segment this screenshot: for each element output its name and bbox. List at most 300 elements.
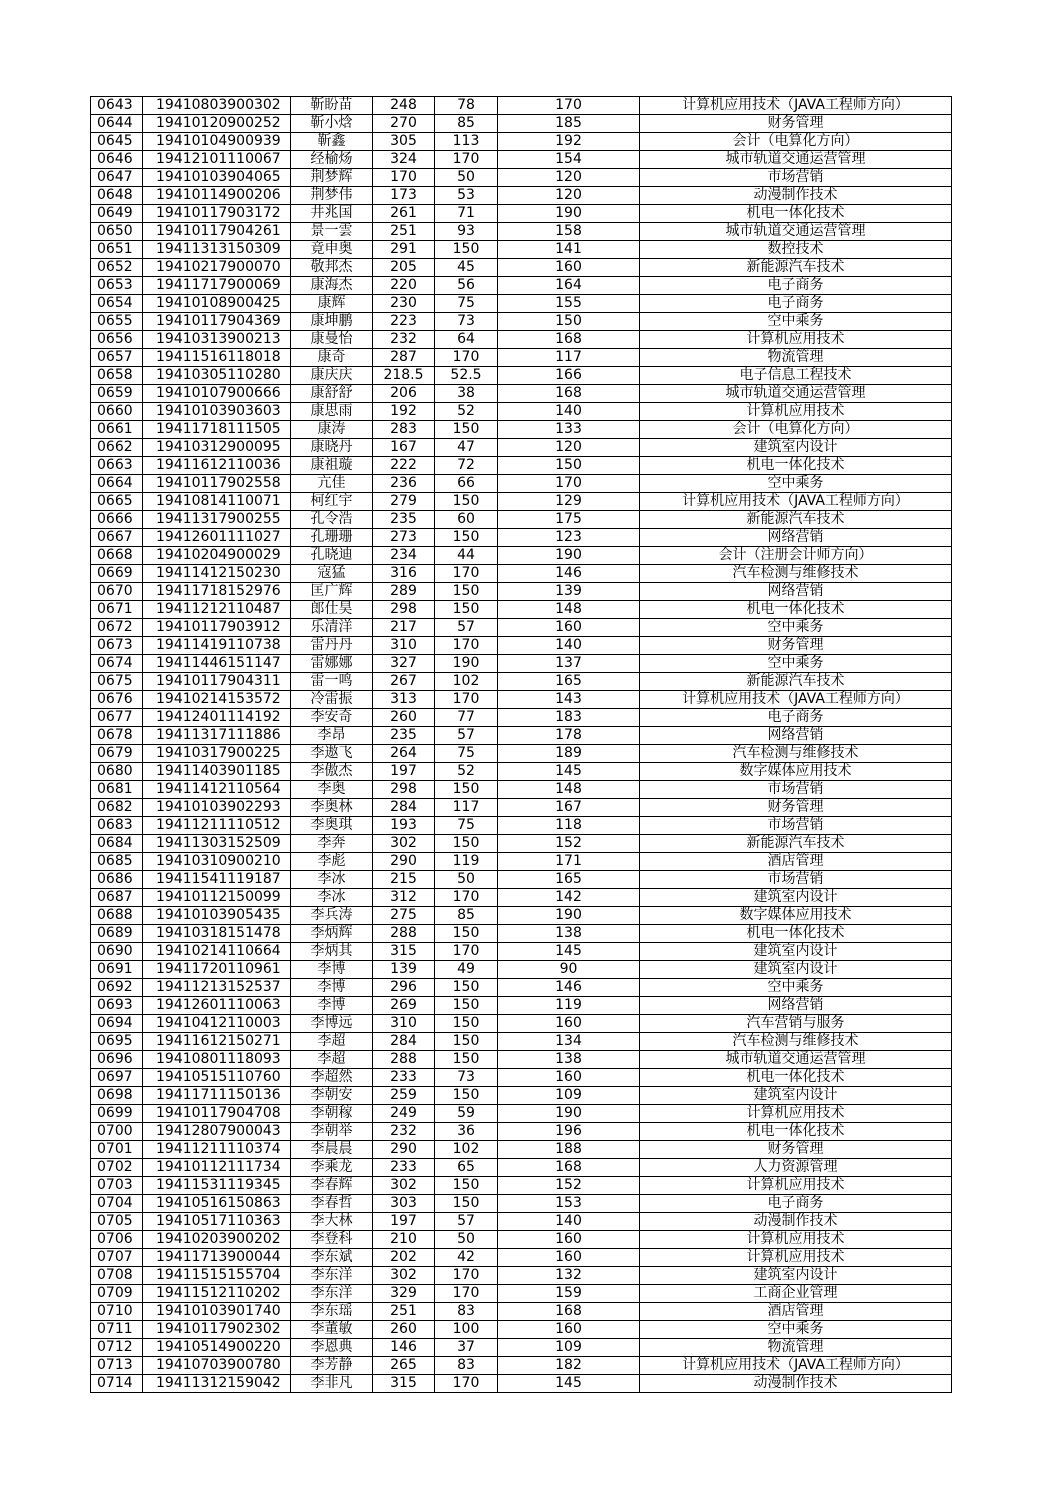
exam-id-cell: 19410217900070 [143, 259, 291, 277]
table-row [91, 709, 952, 727]
exam-id-cell: 19411211110374 [143, 1141, 291, 1159]
total-score-cell: 287 [373, 349, 435, 367]
exam-id-cell: 19410114900206 [143, 187, 291, 205]
score-a-cell: 170 [435, 889, 498, 907]
score-b-cell: 137 [498, 655, 640, 673]
exam-id-cell: 19411317111886 [143, 727, 291, 745]
major-cell: 计算机应用技术 [640, 1177, 952, 1195]
major-cell: 空中乘务 [640, 1321, 952, 1339]
exam-id-cell: 19411516118018 [143, 349, 291, 367]
score-a-cell: 38 [435, 385, 498, 403]
total-score-cell: 279 [373, 493, 435, 511]
score-b-cell: 90 [498, 961, 640, 979]
student-name-cell: 李春哲 [291, 1195, 373, 1213]
student-name-cell: 李博 [291, 997, 373, 1015]
score-b-cell: 171 [498, 853, 640, 871]
score-b-cell: 160 [498, 259, 640, 277]
major-cell: 计算机应用技术（JAVA工程师方向） [640, 1357, 952, 1375]
major-cell: 建筑室内设计 [640, 1267, 952, 1285]
serial-number-cell: 0674 [91, 655, 143, 673]
serial-number-cell: 0668 [91, 547, 143, 565]
total-score-cell: 284 [373, 1033, 435, 1051]
major-cell: 网络营销 [640, 997, 952, 1015]
serial-number-cell: 0701 [91, 1141, 143, 1159]
table-row [91, 1213, 952, 1231]
score-a-cell: 150 [435, 997, 498, 1015]
score-b-cell: 132 [498, 1267, 640, 1285]
student-name-cell: 李超 [291, 1051, 373, 1069]
score-a-cell: 170 [435, 151, 498, 169]
score-b-cell: 160 [498, 1231, 640, 1249]
table-row [91, 1015, 952, 1033]
score-b-cell: 109 [498, 1087, 640, 1105]
exam-id-cell: 19411313150309 [143, 241, 291, 259]
score-a-cell: 170 [435, 565, 498, 583]
student-name-cell: 李博远 [291, 1015, 373, 1033]
score-b-cell: 152 [498, 835, 640, 853]
exam-id-cell: 19410117902558 [143, 475, 291, 493]
major-cell: 计算机应用技术（JAVA工程师方向） [640, 97, 952, 115]
score-b-cell: 168 [498, 331, 640, 349]
major-cell: 动漫制作技术 [640, 1375, 952, 1393]
score-b-cell: 123 [498, 529, 640, 547]
exam-id-cell: 19410313900213 [143, 331, 291, 349]
score-a-cell: 150 [435, 241, 498, 259]
score-a-cell: 50 [435, 1231, 498, 1249]
serial-number-cell: 0650 [91, 223, 143, 241]
table-row [91, 763, 952, 781]
major-cell: 酒店管理 [640, 853, 952, 871]
major-cell: 建筑室内设计 [640, 439, 952, 457]
total-score-cell: 298 [373, 781, 435, 799]
table-row [91, 853, 952, 871]
score-a-cell: 52 [435, 763, 498, 781]
student-name-cell: 李乘龙 [291, 1159, 373, 1177]
exam-id-cell: 19410103905435 [143, 907, 291, 925]
exam-id-cell: 19411717900069 [143, 277, 291, 295]
score-a-cell: 57 [435, 619, 498, 637]
total-score-cell: 197 [373, 763, 435, 781]
serial-number-cell: 0677 [91, 709, 143, 727]
score-a-cell: 71 [435, 205, 498, 223]
serial-number-cell: 0710 [91, 1303, 143, 1321]
table-row [91, 1357, 952, 1375]
total-score-cell: 329 [373, 1285, 435, 1303]
score-a-cell: 100 [435, 1321, 498, 1339]
table-row [91, 439, 952, 457]
serial-number-cell: 0648 [91, 187, 143, 205]
student-name-cell: 冷雷振 [291, 691, 373, 709]
table-row [91, 601, 952, 619]
serial-number-cell: 0693 [91, 997, 143, 1015]
score-a-cell: 52.5 [435, 367, 498, 385]
total-score-cell: 249 [373, 1105, 435, 1123]
total-score-cell: 234 [373, 547, 435, 565]
score-a-cell: 85 [435, 907, 498, 925]
score-b-cell: 145 [498, 1375, 640, 1393]
score-b-cell: 154 [498, 151, 640, 169]
table-row [91, 1123, 952, 1141]
student-name-cell: 乐清洋 [291, 619, 373, 637]
exam-id-cell: 19411213152537 [143, 979, 291, 997]
score-b-cell: 148 [498, 781, 640, 799]
exam-id-cell: 19410117904708 [143, 1105, 291, 1123]
serial-number-cell: 0699 [91, 1105, 143, 1123]
total-score-cell: 316 [373, 565, 435, 583]
table-row [91, 1069, 952, 1087]
major-cell: 数控技术 [640, 241, 952, 259]
total-score-cell: 223 [373, 313, 435, 331]
score-a-cell: 170 [435, 349, 498, 367]
total-score-cell: 251 [373, 1303, 435, 1321]
student-name-cell: 李博 [291, 979, 373, 997]
student-name-cell: 李大林 [291, 1213, 373, 1231]
serial-number-cell: 0689 [91, 925, 143, 943]
major-cell: 计算机应用技术 [640, 1231, 952, 1249]
serial-number-cell: 0675 [91, 673, 143, 691]
score-a-cell: 150 [435, 835, 498, 853]
exam-id-cell: 19410305110280 [143, 367, 291, 385]
serial-number-cell: 0651 [91, 241, 143, 259]
major-cell: 建筑室内设计 [640, 943, 952, 961]
table-row [91, 745, 952, 763]
table-row [91, 1267, 952, 1285]
score-a-cell: 64 [435, 331, 498, 349]
student-name-cell: 荆梦伟 [291, 187, 373, 205]
student-name-cell: 康辉 [291, 295, 373, 313]
total-score-cell: 298 [373, 601, 435, 619]
total-score-cell: 193 [373, 817, 435, 835]
exam-id-cell: 19410203900202 [143, 1231, 291, 1249]
score-a-cell: 150 [435, 493, 498, 511]
student-name-cell: 康舒舒 [291, 385, 373, 403]
score-a-cell: 73 [435, 1069, 498, 1087]
exam-id-cell: 19410117904261 [143, 223, 291, 241]
major-cell: 电子商务 [640, 295, 952, 313]
exam-id-cell: 19410317900225 [143, 745, 291, 763]
serial-number-cell: 0667 [91, 529, 143, 547]
score-a-cell: 85 [435, 115, 498, 133]
score-b-cell: 155 [498, 295, 640, 313]
serial-number-cell: 0711 [91, 1321, 143, 1339]
total-score-cell: 315 [373, 1375, 435, 1393]
student-name-cell: 李冰 [291, 889, 373, 907]
total-score-cell: 312 [373, 889, 435, 907]
score-b-cell: 109 [498, 1339, 640, 1357]
score-b-cell: 139 [498, 583, 640, 601]
serial-number-cell: 0670 [91, 583, 143, 601]
exam-id-cell: 19410108900425 [143, 295, 291, 313]
total-score-cell: 173 [373, 187, 435, 205]
table-row [91, 457, 952, 475]
major-cell: 会计（电算化方向） [640, 421, 952, 439]
serial-number-cell: 0646 [91, 151, 143, 169]
major-cell: 空中乘务 [640, 979, 952, 997]
total-score-cell: 260 [373, 1321, 435, 1339]
exam-id-cell: 19412601110063 [143, 997, 291, 1015]
table-row [91, 637, 952, 655]
total-score-cell: 233 [373, 1159, 435, 1177]
table-row [91, 907, 952, 925]
total-score-cell: 210 [373, 1231, 435, 1249]
score-b-cell: 160 [498, 619, 640, 637]
serial-number-cell: 0664 [91, 475, 143, 493]
major-cell: 数字媒体应用技术 [640, 763, 952, 781]
major-cell: 财务管理 [640, 1141, 952, 1159]
major-cell: 会计（电算化方向） [640, 133, 952, 151]
total-score-cell: 220 [373, 277, 435, 295]
student-name-cell: 康祖璇 [291, 457, 373, 475]
table-row [91, 529, 952, 547]
score-b-cell: 143 [498, 691, 640, 709]
serial-number-cell: 0684 [91, 835, 143, 853]
exam-id-cell: 19410117902302 [143, 1321, 291, 1339]
score-a-cell: 113 [435, 133, 498, 151]
table-row [91, 1339, 952, 1357]
table-row [91, 97, 952, 115]
serial-number-cell: 0666 [91, 511, 143, 529]
exam-id-cell: 19411541119187 [143, 871, 291, 889]
serial-number-cell: 0649 [91, 205, 143, 223]
exam-id-cell: 19410214110664 [143, 943, 291, 961]
exam-id-cell: 19412807900043 [143, 1123, 291, 1141]
table-row [91, 241, 952, 259]
student-name-cell: 靳小焓 [291, 115, 373, 133]
student-name-cell: 康坤鹏 [291, 313, 373, 331]
major-cell: 机电一体化技术 [640, 457, 952, 475]
student-name-cell: 李东洋 [291, 1267, 373, 1285]
serial-number-cell: 0655 [91, 313, 143, 331]
total-score-cell: 261 [373, 205, 435, 223]
exam-id-cell: 19411403901185 [143, 763, 291, 781]
student-name-cell: 康思雨 [291, 403, 373, 421]
exam-id-cell: 19411612150271 [143, 1033, 291, 1051]
score-a-cell: 119 [435, 853, 498, 871]
exam-id-cell: 19411419110738 [143, 637, 291, 655]
student-name-cell: 康奇 [291, 349, 373, 367]
total-score-cell: 302 [373, 1177, 435, 1195]
serial-number-cell: 0706 [91, 1231, 143, 1249]
exam-id-cell: 19410814110071 [143, 493, 291, 511]
score-b-cell: 141 [498, 241, 640, 259]
exam-id-cell: 19411720110961 [143, 961, 291, 979]
exam-id-cell: 19410204900029 [143, 547, 291, 565]
student-name-cell: 李春辉 [291, 1177, 373, 1195]
table-row [91, 169, 952, 187]
table-row [91, 583, 952, 601]
table-row [91, 205, 952, 223]
score-a-cell: 150 [435, 1087, 498, 1105]
total-score-cell: 264 [373, 745, 435, 763]
score-a-cell: 52 [435, 403, 498, 421]
serial-number-cell: 0704 [91, 1195, 143, 1213]
major-cell: 电子商务 [640, 709, 952, 727]
major-cell: 汽车营销与服务 [640, 1015, 952, 1033]
score-b-cell: 129 [498, 493, 640, 511]
major-cell: 会计（注册会计师方向） [640, 547, 952, 565]
student-name-cell: 李东洋 [291, 1285, 373, 1303]
serial-number-cell: 0708 [91, 1267, 143, 1285]
major-cell: 新能源汽车技术 [640, 511, 952, 529]
score-a-cell: 150 [435, 1033, 498, 1051]
exam-id-cell: 19411718111505 [143, 421, 291, 439]
total-score-cell: 218.5 [373, 367, 435, 385]
table-row [91, 1231, 952, 1249]
score-b-cell: 152 [498, 1177, 640, 1195]
score-b-cell: 138 [498, 1051, 640, 1069]
serial-number-cell: 0703 [91, 1177, 143, 1195]
table-row [91, 1285, 952, 1303]
serial-number-cell: 0678 [91, 727, 143, 745]
major-cell: 网络营销 [640, 583, 952, 601]
student-name-cell: 李超然 [291, 1069, 373, 1087]
student-name-cell: 李昂 [291, 727, 373, 745]
exam-id-cell: 19410801118093 [143, 1051, 291, 1069]
total-score-cell: 296 [373, 979, 435, 997]
total-score-cell: 170 [373, 169, 435, 187]
major-cell: 物流管理 [640, 1339, 952, 1357]
score-a-cell: 102 [435, 673, 498, 691]
major-cell: 市场营销 [640, 781, 952, 799]
exam-id-cell: 19411718152976 [143, 583, 291, 601]
student-name-cell: 李芳静 [291, 1357, 373, 1375]
total-score-cell: 288 [373, 1051, 435, 1069]
major-cell: 计算机应用技术 [640, 1105, 952, 1123]
exam-id-cell: 19410107900666 [143, 385, 291, 403]
exam-id-cell: 19411446151147 [143, 655, 291, 673]
total-score-cell: 270 [373, 115, 435, 133]
score-a-cell: 75 [435, 745, 498, 763]
major-cell: 新能源汽车技术 [640, 835, 952, 853]
table-row [91, 1249, 952, 1267]
score-a-cell: 150 [435, 529, 498, 547]
table-row [91, 115, 952, 133]
table-row [91, 151, 952, 169]
student-name-cell: 李炳其 [291, 943, 373, 961]
student-name-cell: 靳盼苗 [291, 97, 373, 115]
major-cell: 财务管理 [640, 799, 952, 817]
serial-number-cell: 0676 [91, 691, 143, 709]
serial-number-cell: 0660 [91, 403, 143, 421]
score-a-cell: 150 [435, 1051, 498, 1069]
student-name-cell: 李炳辉 [291, 925, 373, 943]
exam-id-cell: 19410103903603 [143, 403, 291, 421]
exam-id-cell: 19410112111734 [143, 1159, 291, 1177]
exam-id-cell: 19411515155704 [143, 1267, 291, 1285]
table-row [91, 259, 952, 277]
total-score-cell: 217 [373, 619, 435, 637]
score-a-cell: 77 [435, 709, 498, 727]
serial-number-cell: 0694 [91, 1015, 143, 1033]
exam-id-cell: 19410703900780 [143, 1357, 291, 1375]
total-score-cell: 222 [373, 457, 435, 475]
student-name-cell: 李兵涛 [291, 907, 373, 925]
total-score-cell: 302 [373, 835, 435, 853]
student-name-cell: 康曼怡 [291, 331, 373, 349]
major-cell: 计算机应用技术 [640, 331, 952, 349]
score-a-cell: 57 [435, 1213, 498, 1231]
student-name-cell: 李冰 [291, 871, 373, 889]
student-name-cell: 李奥琪 [291, 817, 373, 835]
score-a-cell: 83 [435, 1357, 498, 1375]
exam-id-cell: 19411211110512 [143, 817, 291, 835]
major-cell: 市场营销 [640, 169, 952, 187]
student-name-cell: 康晓丹 [291, 439, 373, 457]
score-b-cell: 118 [498, 817, 640, 835]
total-score-cell: 305 [373, 133, 435, 151]
table-row [91, 817, 952, 835]
student-name-cell: 李安奇 [291, 709, 373, 727]
exam-id-cell: 19410103902293 [143, 799, 291, 817]
score-b-cell: 150 [498, 457, 640, 475]
exam-id-cell: 19411212110487 [143, 601, 291, 619]
table-body [91, 97, 952, 1393]
exam-id-cell: 19411412110564 [143, 781, 291, 799]
major-cell: 市场营销 [640, 817, 952, 835]
major-cell: 机电一体化技术 [640, 1123, 952, 1141]
major-cell: 机电一体化技术 [640, 601, 952, 619]
exam-id-cell: 19410112150099 [143, 889, 291, 907]
serial-number-cell: 0643 [91, 97, 143, 115]
serial-number-cell: 0714 [91, 1375, 143, 1393]
serial-number-cell: 0680 [91, 763, 143, 781]
total-score-cell: 327 [373, 655, 435, 673]
table-row [91, 349, 952, 367]
score-a-cell: 37 [435, 1339, 498, 1357]
score-b-cell: 150 [498, 313, 640, 331]
exam-id-cell: 19411531119345 [143, 1177, 291, 1195]
major-cell: 新能源汽车技术 [640, 259, 952, 277]
exam-id-cell: 19410312900095 [143, 439, 291, 457]
student-name-cell: 亢佳 [291, 475, 373, 493]
table-row [91, 1321, 952, 1339]
table-row [91, 961, 952, 979]
student-name-cell: 李超 [291, 1033, 373, 1051]
student-name-cell: 柯红宇 [291, 493, 373, 511]
table-row [91, 781, 952, 799]
score-b-cell: 148 [498, 601, 640, 619]
table-row [91, 133, 952, 151]
exam-id-cell: 19410117904369 [143, 313, 291, 331]
exam-id-cell: 19412601111027 [143, 529, 291, 547]
table-row [91, 1177, 952, 1195]
exam-id-cell: 19412101110067 [143, 151, 291, 169]
serial-number-cell: 0658 [91, 367, 143, 385]
total-score-cell: 236 [373, 475, 435, 493]
score-a-cell: 42 [435, 1249, 498, 1267]
serial-number-cell: 0697 [91, 1069, 143, 1087]
serial-number-cell: 0654 [91, 295, 143, 313]
score-a-cell: 150 [435, 781, 498, 799]
table-row [91, 979, 952, 997]
score-b-cell: 158 [498, 223, 640, 241]
score-a-cell: 53 [435, 187, 498, 205]
major-cell: 网络营销 [640, 529, 952, 547]
exam-id-cell: 19411312159042 [143, 1375, 291, 1393]
score-b-cell: 170 [498, 475, 640, 493]
score-a-cell: 150 [435, 979, 498, 997]
exam-id-cell: 19410117903912 [143, 619, 291, 637]
table-row [91, 331, 952, 349]
table-row [91, 223, 952, 241]
score-b-cell: 160 [498, 1069, 640, 1087]
total-score-cell: 289 [373, 583, 435, 601]
score-a-cell: 190 [435, 655, 498, 673]
score-a-cell: 78 [435, 97, 498, 115]
total-score-cell: 265 [373, 1357, 435, 1375]
table-row [91, 673, 952, 691]
exam-id-cell: 19410120900252 [143, 115, 291, 133]
